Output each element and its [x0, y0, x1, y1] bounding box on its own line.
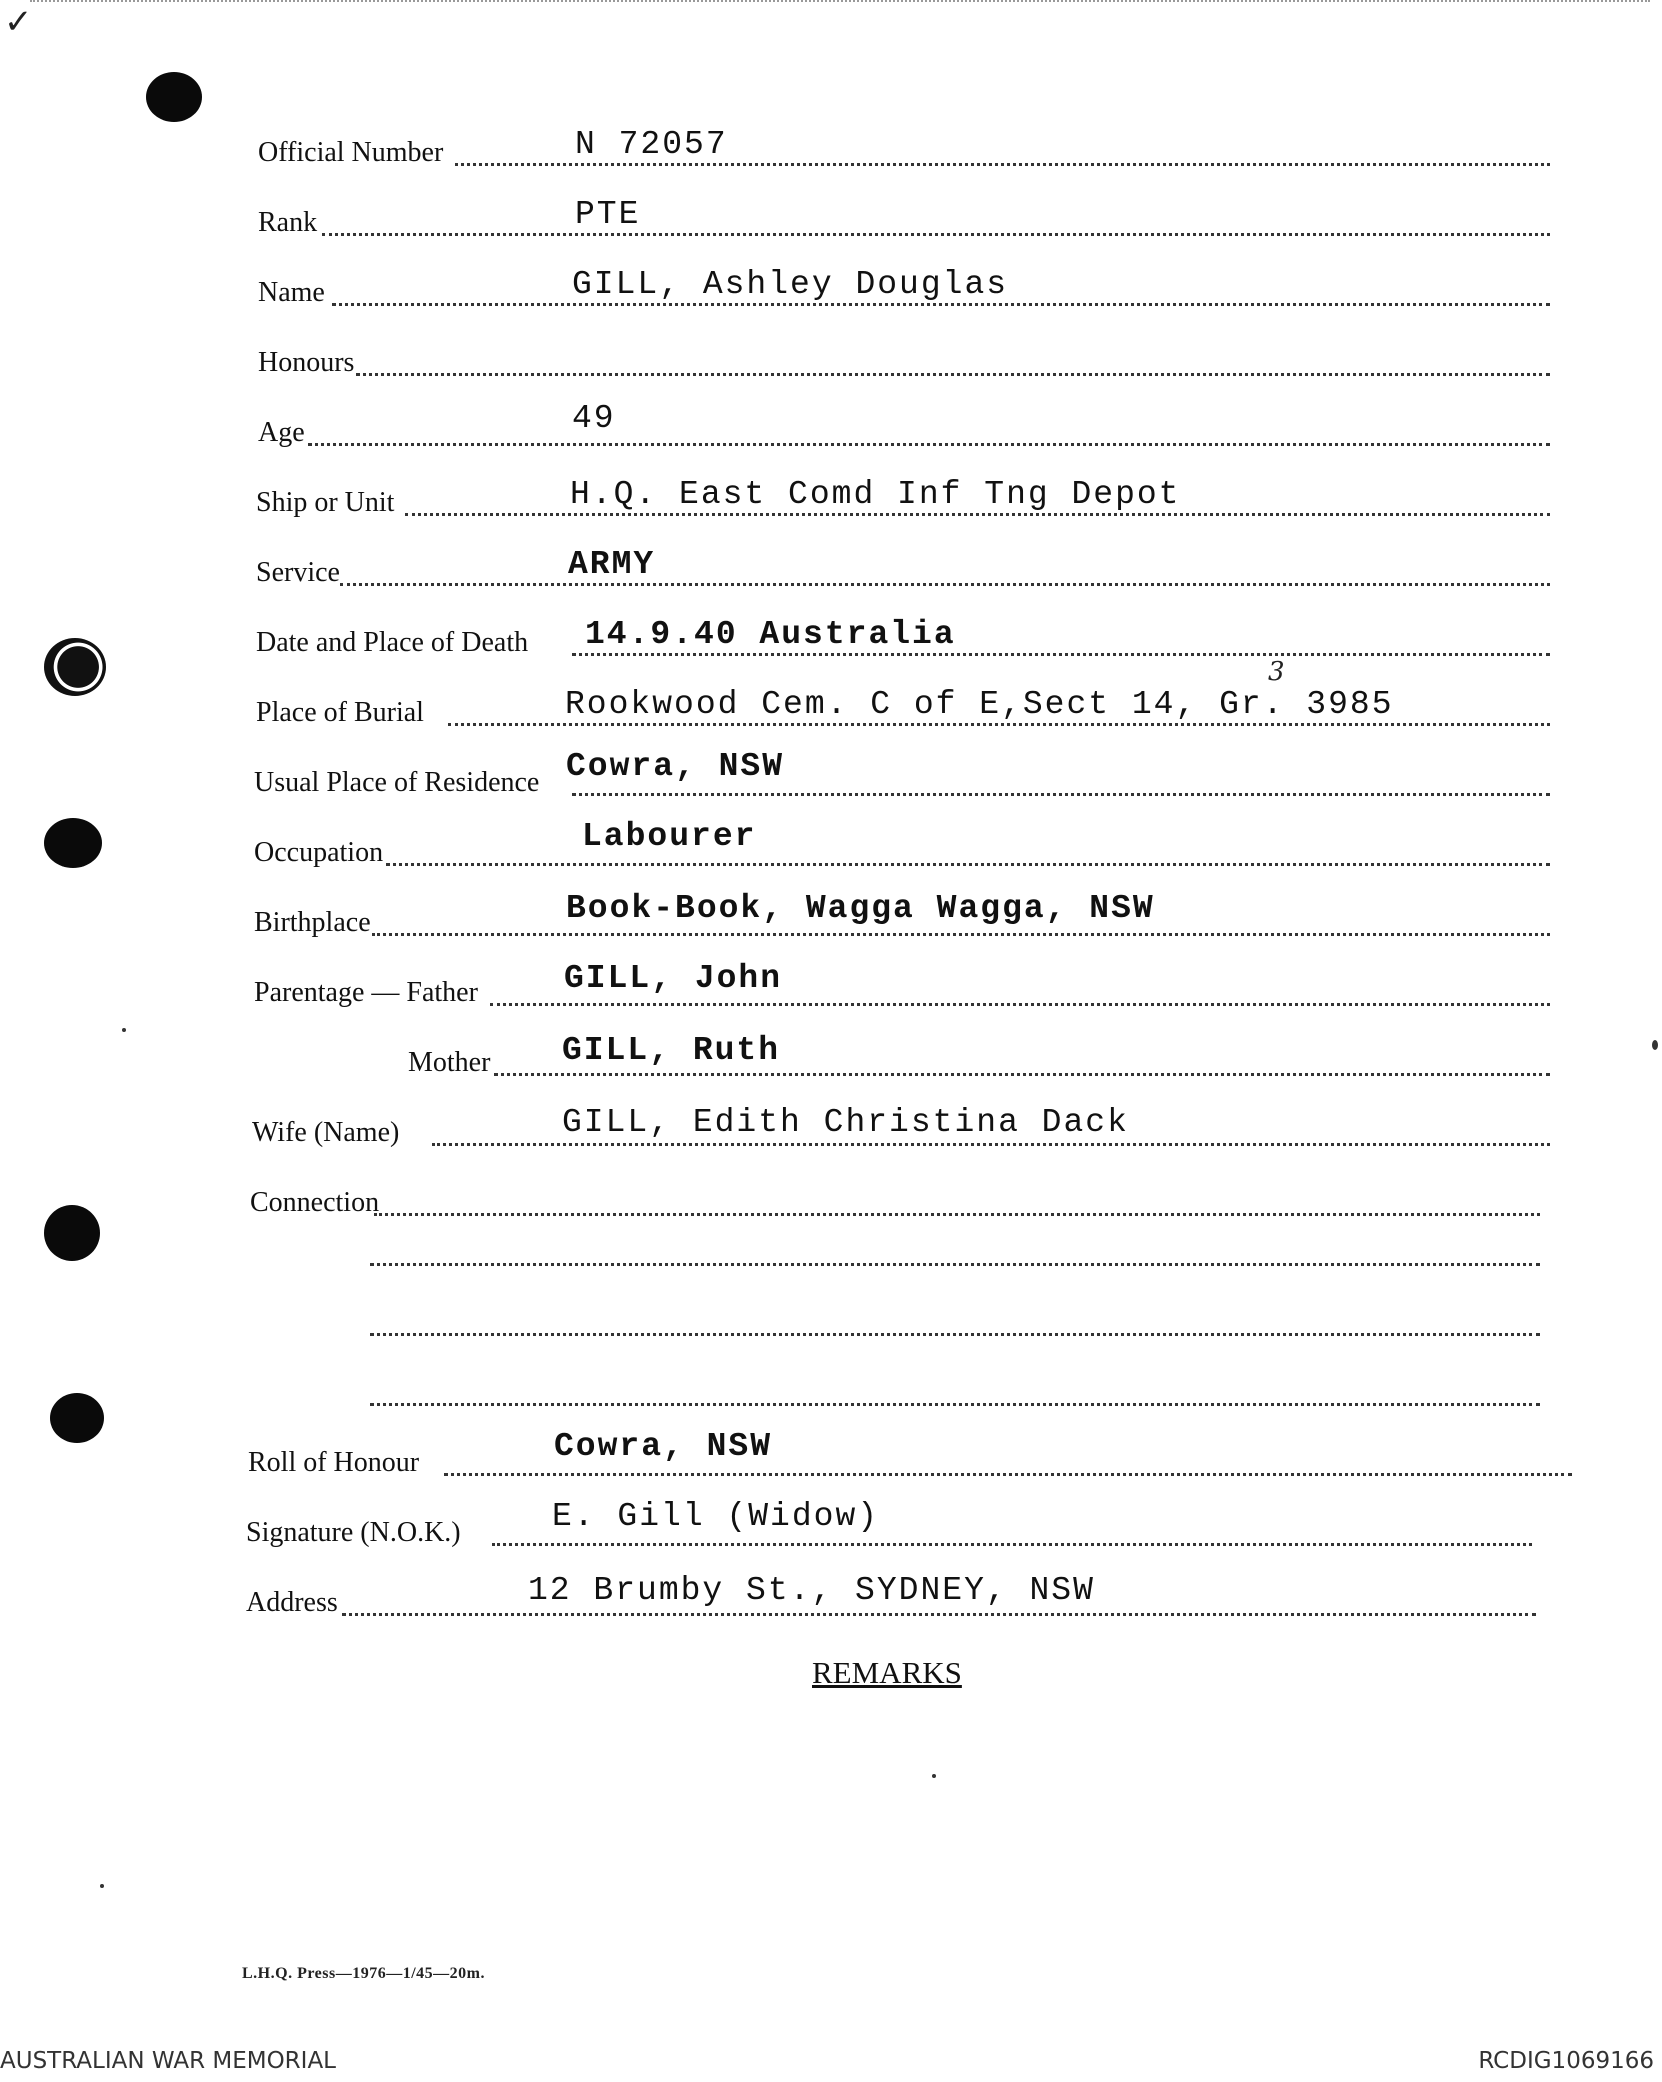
label-address: Address	[246, 1587, 338, 1618]
leader-dots	[386, 863, 1550, 866]
label-date-place-death: Date and Place of Death	[256, 627, 529, 658]
corner-tick-mark: ✓	[4, 4, 33, 41]
leader-dots	[322, 233, 1550, 236]
leader-dots	[494, 1073, 1550, 1076]
leader-dots	[342, 1613, 1536, 1616]
label-usual-residence: Usual Place of Residence	[254, 767, 540, 798]
label-birthplace: Birthplace	[254, 907, 371, 938]
row-service	[0, 535, 1662, 595]
row-ship-or-unit	[0, 465, 1662, 525]
leader-dots	[370, 1333, 1540, 1336]
row-official-number	[0, 115, 1662, 175]
row-roll-of-honour	[0, 1425, 1662, 1485]
printer-imprint: L.H.Q. Press—1976—1/45—20m.	[242, 1965, 485, 1982]
value-roll-of-honour: Cowra, NSW	[554, 1428, 773, 1465]
row-date-place-death	[0, 605, 1662, 665]
label-honours: Honours	[258, 347, 355, 378]
row-wife	[0, 1095, 1662, 1155]
row-place-of-burial	[0, 657, 1662, 735]
row-father	[0, 955, 1662, 1015]
leader-dots	[444, 1473, 1572, 1476]
value-signature-nok: E. Gill (Widow)	[552, 1498, 880, 1535]
value-birthplace: Book-Book, Wagga Wagga, NSW	[566, 890, 1155, 927]
leader-dots	[455, 163, 1550, 166]
value-mother: GILL, Ruth	[562, 1032, 781, 1069]
value-address: 12 Brumby St., SYDNEY, NSW	[528, 1572, 1095, 1609]
leader-dots	[340, 583, 1550, 586]
leader-dots	[405, 513, 1550, 516]
leader-dots	[490, 1003, 1550, 1006]
row-usual-residence	[0, 745, 1662, 805]
dust-speck	[100, 1884, 104, 1888]
label-service: Service	[256, 557, 340, 588]
handwritten-correction: 3	[1268, 657, 1285, 687]
leader-dots	[572, 653, 1550, 656]
value-age: 49	[572, 400, 616, 437]
connection-continuation-line	[0, 1285, 1662, 1345]
connection-continuation-line	[0, 1215, 1662, 1275]
label-connection: Connection	[250, 1187, 380, 1218]
label-signature-nok: Signature (N.O.K.)	[246, 1517, 461, 1548]
value-official-number: N 72057	[575, 126, 728, 163]
label-occupation: Occupation	[254, 837, 384, 868]
leader-dots	[492, 1543, 1532, 1546]
value-service: ARMY	[568, 546, 656, 583]
row-name	[0, 255, 1662, 315]
value-place-of-burial: Rookwood Cem. C of E,Sect 14, Gr. 3985	[565, 686, 1394, 723]
leader-dots	[432, 1143, 1550, 1146]
dust-speck	[1652, 1040, 1658, 1050]
label-name: Name	[258, 277, 325, 308]
archive-id: RCDIG1069166	[1478, 2048, 1654, 2074]
row-mother	[0, 1025, 1662, 1085]
value-name: GILL, Ashley Douglas	[572, 266, 1009, 303]
remarks-heading: REMARKS	[812, 1655, 962, 1690]
label-wife: Wife (Name)	[252, 1117, 400, 1148]
row-signature-nok	[0, 1495, 1662, 1555]
leader-dots	[356, 373, 1550, 376]
value-occupation: Labourer	[582, 818, 757, 855]
value-wife: GILL, Edith Christina Dack	[562, 1104, 1129, 1141]
value-usual-residence: Cowra, NSW	[566, 748, 785, 785]
leader-dots	[572, 793, 1550, 796]
leader-dots	[370, 1263, 1540, 1266]
label-father: Parentage — Father	[254, 977, 478, 1008]
label-mother: Mother	[408, 1047, 491, 1078]
label-age: Age	[258, 417, 305, 448]
label-rank: Rank	[258, 207, 318, 238]
value-father: GILL, John	[564, 960, 783, 997]
connection-continuation-line	[0, 1355, 1662, 1415]
label-place-of-burial: Place of Burial	[256, 697, 424, 728]
archive-name: AUSTRALIAN WAR MEMORIAL	[0, 2048, 336, 2074]
label-ship-or-unit: Ship or Unit	[256, 487, 395, 518]
leader-dots	[370, 1403, 1540, 1406]
row-address	[0, 1565, 1662, 1625]
leader-dots	[448, 723, 1550, 726]
value-rank: PTE	[575, 196, 641, 233]
label-roll-of-honour: Roll of Honour	[248, 1447, 420, 1478]
leader-dots	[332, 303, 1550, 306]
leader-dots	[308, 443, 1550, 446]
row-rank	[0, 185, 1662, 245]
row-age	[0, 395, 1662, 455]
row-birthplace	[0, 885, 1662, 945]
value-date-place-death: 14.9.40 Australia	[585, 616, 956, 653]
page-edge	[30, 0, 1650, 6]
row-occupation	[0, 815, 1662, 875]
row-honours	[0, 325, 1662, 385]
value-ship-or-unit: H.Q. East Comd Inf Tng Depot	[570, 476, 1181, 513]
dust-speck	[932, 1774, 936, 1778]
label-official-number: Official Number	[258, 137, 444, 168]
leader-dots	[372, 933, 1550, 936]
dust-speck	[122, 1028, 126, 1032]
